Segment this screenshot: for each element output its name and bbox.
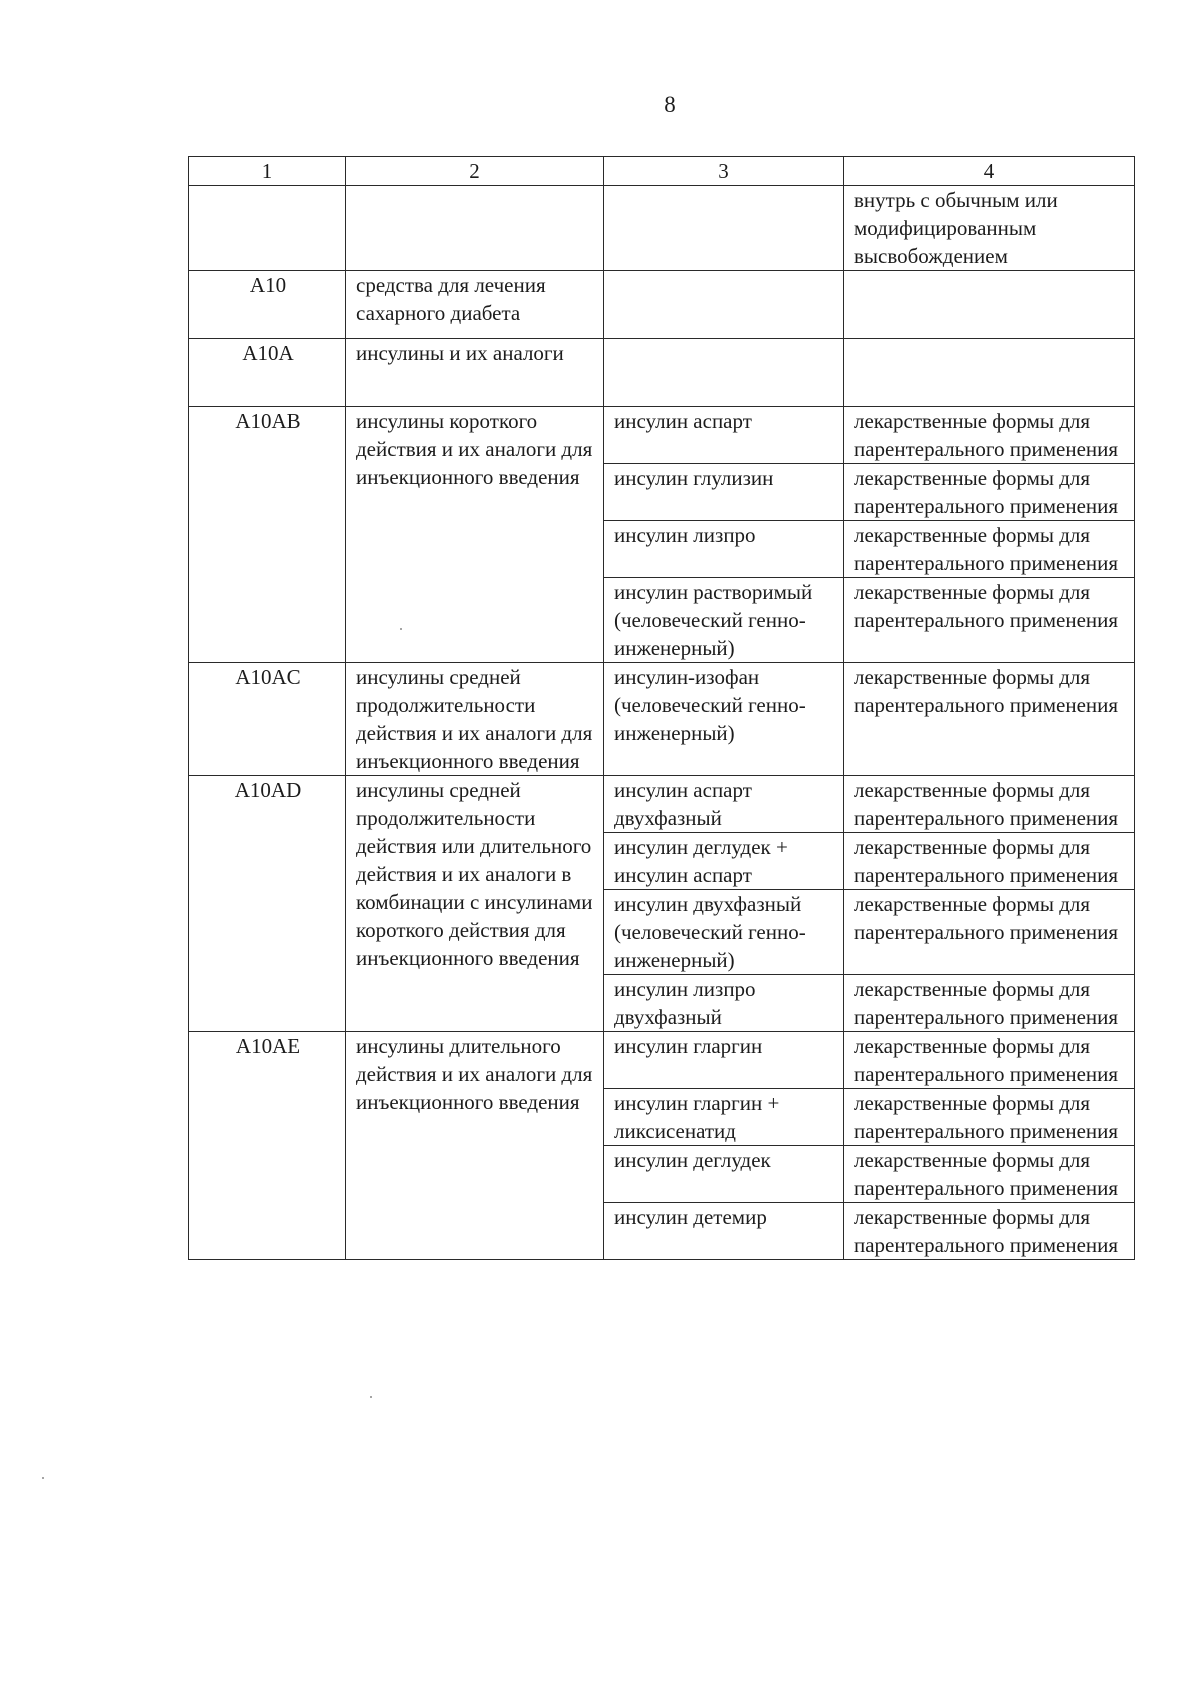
table-header-row bbox=[189, 157, 1135, 186]
drug-name-cell: инсулин-изофан (человеческий генно-инженерный) bbox=[604, 663, 844, 776]
drug-name-cell: инсулин аспарт двухфазный bbox=[604, 776, 844, 833]
atc-code-cell: A10AD bbox=[189, 776, 346, 1032]
dosage-form-cell: лекарственные формы для парентерального применения bbox=[844, 1032, 1135, 1089]
dosage-form-cell: лекарственные формы для парентерального применения bbox=[844, 464, 1135, 521]
drug-name-cell: инсулин лизпро bbox=[604, 521, 844, 578]
drug-name-cell: инсулин деглудек + инсулин аспарт bbox=[604, 833, 844, 890]
drug-classification-table bbox=[188, 156, 1135, 1260]
dosage-form-cell: лекарственные формы для парентерального применения bbox=[844, 1146, 1135, 1203]
dosage-form-cell: лекарственные формы для парентерального применения bbox=[844, 1089, 1135, 1146]
dosage-form-cell: лекарственные формы для парентерального применения bbox=[844, 407, 1135, 464]
drug-cell bbox=[604, 186, 844, 271]
dosage-form-cell: внутрь с обычным или модифицированным высвобождением bbox=[844, 186, 1135, 271]
group-name-cell bbox=[346, 186, 604, 271]
drug-name-cell: инсулин растворимый (человеческий генно-инженерный) bbox=[604, 578, 844, 663]
table-body bbox=[189, 186, 1135, 1260]
column-header: 4 bbox=[844, 157, 1135, 186]
drug-name-cell: инсулин глулизин bbox=[604, 464, 844, 521]
atc-code-cell: A10A bbox=[189, 339, 346, 407]
table-row bbox=[189, 271, 1135, 339]
page-number: 8 bbox=[664, 92, 676, 117]
drug-name-cell: инсулин двухфазный (человеческий генно-инженерный) bbox=[604, 890, 844, 975]
dosage-form-cell: лекарственные формы для парентерального применения bbox=[844, 578, 1135, 663]
drug-name-cell bbox=[604, 339, 844, 407]
drug-name-cell: инсулин аспарт bbox=[604, 407, 844, 464]
group-name-cell: инсулины короткого действия и их аналоги для инъекционного введения bbox=[346, 407, 604, 663]
dosage-form-cell: лекарственные формы для парентерального применения bbox=[844, 521, 1135, 578]
group-name-cell: инсулины и их аналоги bbox=[346, 339, 604, 407]
drug-name-cell bbox=[604, 271, 844, 339]
scan-speck bbox=[370, 1396, 372, 1398]
dosage-form-cell bbox=[844, 271, 1135, 339]
table-row bbox=[189, 407, 1135, 464]
dosage-form-cell bbox=[844, 339, 1135, 407]
drug-name-cell: инсулин гларгин bbox=[604, 1032, 844, 1089]
atc-code-cell: A10AE bbox=[189, 1032, 346, 1260]
column-header: 2 bbox=[346, 157, 604, 186]
atc-code-cell: A10AB bbox=[189, 407, 346, 663]
table-row bbox=[189, 1032, 1135, 1089]
table-row bbox=[189, 776, 1135, 833]
table-row bbox=[189, 663, 1135, 776]
dosage-form-cell: лекарственные формы для парентерального применения bbox=[844, 663, 1135, 776]
dosage-form-cell: лекарственные формы для парентерального применения bbox=[844, 890, 1135, 975]
drug-name-cell: инсулин детемир bbox=[604, 1203, 844, 1260]
group-name-cell: инсулины средней продолжительности действия и их аналоги для инъекционного введения bbox=[346, 663, 604, 776]
code-cell bbox=[189, 186, 346, 271]
atc-code-cell: A10AC bbox=[189, 663, 346, 776]
dosage-form-cell: лекарственные формы для парентерального применения bbox=[844, 833, 1135, 890]
dosage-form-cell: лекарственные формы для парентерального применения bbox=[844, 975, 1135, 1032]
drug-name-cell: инсулин лизпро двухфазный bbox=[604, 975, 844, 1032]
continuation-row bbox=[189, 186, 1135, 271]
column-header: 3 bbox=[604, 157, 844, 186]
dosage-form-cell: лекарственные формы для парентерального применения bbox=[844, 1203, 1135, 1260]
column-header: 1 bbox=[189, 157, 346, 186]
scan-speck bbox=[42, 1477, 44, 1479]
drug-name-cell: инсулин гларгин + ликсисенатид bbox=[604, 1089, 844, 1146]
dosage-form-cell: лекарственные формы для парентерального применения bbox=[844, 776, 1135, 833]
drug-name-cell: инсулин деглудек bbox=[604, 1146, 844, 1203]
table-row bbox=[189, 339, 1135, 407]
group-name-cell: инсулины длительного действия и их аналоги для инъекционного введения bbox=[346, 1032, 604, 1260]
group-name-cell: инсулины средней продолжительности действия или длительного действия и их аналоги в комбинации с инсулинами короткого действия для инъекционного введения bbox=[346, 776, 604, 1032]
group-name-cell: средства для лечения сахарного диабета bbox=[346, 271, 604, 339]
atc-code-cell: A10 bbox=[189, 271, 346, 339]
